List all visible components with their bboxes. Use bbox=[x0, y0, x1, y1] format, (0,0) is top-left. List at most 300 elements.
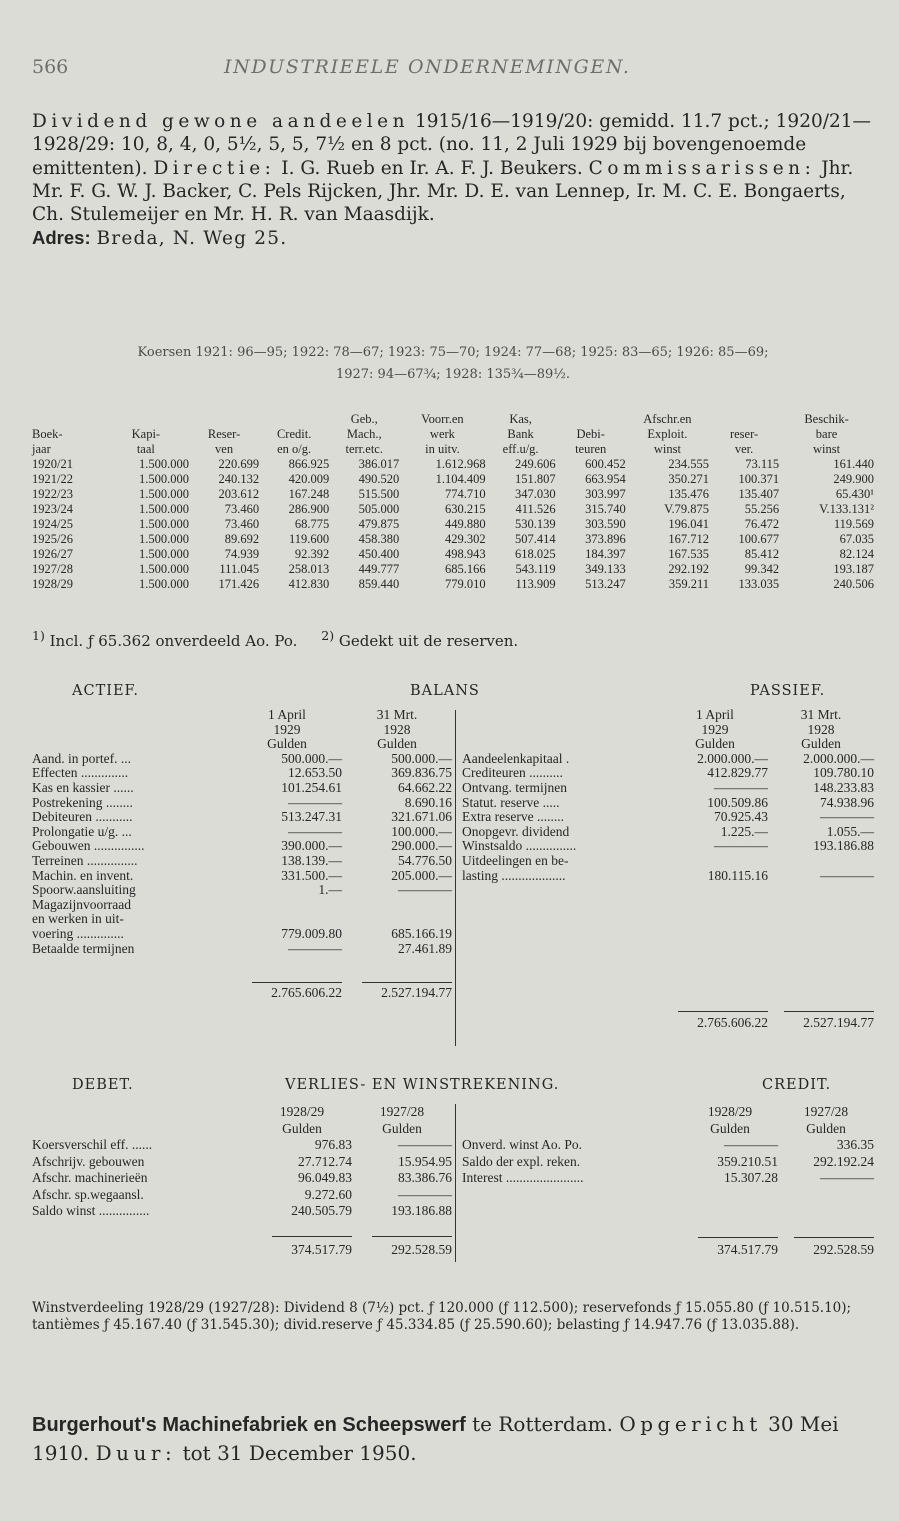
koersen-line-1: Koersen 1921: 96—95; 1922: 78—67; 1923: 75—70; 1924: 77—68; 1925: 83—65; 1926: 85—69; bbox=[137, 345, 769, 360]
vw-debet-header bbox=[32, 1104, 452, 1137]
ledger-item-label: Aandeelenkapitaal . bbox=[462, 750, 570, 766]
ledger-row bbox=[32, 839, 452, 854]
statistics-value-cell: 82.124 bbox=[839, 547, 874, 561]
statistics-value-cell: 234.555 bbox=[668, 457, 710, 471]
ledger-row bbox=[32, 810, 452, 825]
statistics-value-cell: 100.371 bbox=[738, 472, 780, 486]
ledger-row bbox=[32, 869, 452, 884]
ledger-amount bbox=[342, 898, 452, 913]
ledger-amount: ———— bbox=[288, 823, 342, 839]
statistics-value-cell: 600.452 bbox=[585, 457, 626, 471]
statistics-value-cell: 373.896 bbox=[585, 532, 626, 546]
ledger-row bbox=[462, 1154, 874, 1171]
statistics-value-cell: 76.472 bbox=[744, 517, 780, 531]
ledger-item-label: Terreinen ............... bbox=[32, 852, 138, 868]
statistics-value-cell: 505.000 bbox=[358, 502, 400, 516]
column-header-cell: 1927/28 bbox=[379, 1104, 425, 1119]
ledger-amount: 109.780.10 bbox=[813, 765, 874, 781]
statistics-table-header bbox=[32, 412, 874, 457]
ledger-item-label: Gebouwen ............... bbox=[32, 838, 145, 854]
ledger-amount: ———— bbox=[820, 1170, 874, 1185]
statistics-row bbox=[32, 532, 874, 547]
statistics-value-cell: 1.500.000 bbox=[139, 547, 189, 561]
statistics-year-cell: 1925/26 bbox=[32, 532, 73, 546]
adres-text: Breda, N. Weg 25. bbox=[96, 228, 288, 250]
ledger-amount: 180.115.16 bbox=[707, 867, 768, 883]
statistics-header-cell: winst bbox=[653, 442, 681, 456]
statistics-value-cell: 866.925 bbox=[288, 457, 330, 471]
statistics-header-cell: Debi- bbox=[576, 427, 605, 441]
column-header-cell: 1928 bbox=[807, 721, 835, 737]
ledger-row bbox=[462, 1137, 874, 1154]
column-header-cell: 1929 bbox=[273, 721, 301, 737]
company-details-paragraph bbox=[32, 110, 874, 251]
ledger-item-label: Postrekening ........ bbox=[32, 794, 133, 810]
statistics-value-cell: 1.500.000 bbox=[139, 502, 189, 516]
statistics-value-cell: 196.041 bbox=[668, 517, 710, 531]
ledger-amount: ———— bbox=[820, 809, 874, 825]
statistics-header-cell: werk bbox=[429, 427, 455, 441]
blank-cell bbox=[32, 723, 232, 738]
statistics-value-cell: 315.740 bbox=[585, 502, 626, 516]
column-header-cell: 1928/29 bbox=[279, 1104, 325, 1119]
statistics-value-cell: 411.526 bbox=[515, 502, 556, 516]
statistics-value-cell: 167.535 bbox=[668, 547, 710, 561]
ledger-item-label: Afschrijv. gebouwen bbox=[32, 1153, 145, 1169]
ledger-amount: 369.836.75 bbox=[391, 765, 452, 781]
footnote-1-text: Incl. ƒ 65.362 onverdeeld Ao. Po. bbox=[49, 632, 298, 650]
statistics-header-cell: Reser- bbox=[207, 427, 241, 441]
ledger-item-label: Statut. reserve ..... bbox=[462, 794, 560, 810]
ledger-item-label: Uitdeelingen en be- bbox=[462, 852, 569, 868]
statistics-value-cell: 1.500.000 bbox=[139, 457, 189, 471]
statistics-value-cell: 350.271 bbox=[668, 472, 710, 486]
koersen-line-2: 1927: 94—67¾; 1928: 135¾—89½. bbox=[335, 367, 571, 382]
ledger-amount: 976.83 bbox=[314, 1137, 352, 1152]
statistics-value-cell: 449.880 bbox=[444, 517, 486, 531]
blank-cell bbox=[32, 708, 232, 723]
ledger-amount: 12.653.50 bbox=[288, 765, 342, 781]
statistics-header-cell: reser- bbox=[729, 427, 759, 441]
column-header-row bbox=[462, 1121, 874, 1138]
statistics-value-cell: 73.460 bbox=[224, 502, 260, 516]
dividend-text: 1915/16—1919/20: gemidd. 11.7 pct.; 1920/21—1928/29: 10, 8, 4, 0, 5½, 5, 5, 7½ en 8 pct. (no. 11, 2 Juli 1929 bij bovengenoemde emittenten). bbox=[32, 111, 872, 179]
column-header-cell: Gulden bbox=[710, 1120, 750, 1136]
ledger-amount bbox=[662, 854, 768, 869]
column-header-row bbox=[462, 737, 874, 752]
ledger-row bbox=[32, 766, 452, 781]
ledger-item-label: en werken in uit- bbox=[32, 911, 124, 927]
statistics-value-cell: 240.132 bbox=[218, 472, 260, 486]
balans-passief-label: PASSIEF. bbox=[750, 683, 826, 699]
statistics-value-cell: 100.677 bbox=[738, 532, 780, 546]
column-header-cell: Gulden bbox=[382, 1120, 422, 1136]
vw-debet-rows bbox=[32, 1137, 452, 1220]
directie-text: I. G. Rueb en Ir. A. F. J. Beukers. bbox=[281, 157, 583, 179]
ledger-amount: 64.662.22 bbox=[398, 779, 452, 795]
ledger-amount: 138.139.— bbox=[281, 852, 342, 868]
ledger-item-label: lasting ................... bbox=[462, 867, 566, 883]
statistics-value-cell: 412.830 bbox=[288, 577, 330, 591]
commissarissen-text: Jhr. Mr. F. G. W. J. Backer, C. Pels Rijcken, Jhr. Mr. D. E. van Lennep, Ir. M. C. E. Bongaerts, Ch. Stulemeijer en Mr. H. R. van Maasdijk. bbox=[32, 157, 854, 226]
vw-credit-header bbox=[462, 1104, 874, 1137]
dividend-label: Dividend gewone aandeelen bbox=[32, 111, 410, 132]
statistics-value-cell: 530.139 bbox=[515, 517, 556, 531]
statistics-year-cell: 1923/24 bbox=[32, 502, 73, 516]
statistics-value-cell: 458.380 bbox=[358, 532, 400, 546]
statistics-header-cell: Mach., bbox=[346, 427, 382, 441]
statistics-year-cell: 1927/28 bbox=[32, 562, 73, 576]
duur-text: tot 31 December 1950. bbox=[182, 1441, 417, 1465]
ledger-amount: 685.166.19 bbox=[391, 925, 452, 941]
vw-divider bbox=[455, 1104, 456, 1262]
ledger-amount: 83.386.76 bbox=[398, 1170, 452, 1185]
statistics-header-cell bbox=[32, 412, 103, 427]
statistics-value-cell: 1.500.000 bbox=[139, 562, 189, 576]
running-title: INDUSTRIEELE ONDERNEMINGEN. bbox=[224, 56, 631, 78]
column-header-cell: Gulden bbox=[801, 736, 841, 752]
column-header-cell: Gulden bbox=[282, 1120, 322, 1136]
statistics-value-cell: 515.500 bbox=[358, 487, 400, 501]
statistics-value-cell: 74.939 bbox=[224, 547, 260, 561]
balans-actief-header bbox=[32, 708, 452, 752]
ledger-amount: 8.690.16 bbox=[404, 794, 452, 810]
ledger-amount: 292.192.24 bbox=[813, 1153, 874, 1169]
ledger-item-label: Debiteuren ........... bbox=[32, 809, 133, 825]
statistics-year-cell: 1920/21 bbox=[32, 457, 73, 471]
ledger-row bbox=[462, 869, 874, 884]
ledger-row bbox=[32, 1154, 452, 1171]
statistics-header-cell: eff.u/g. bbox=[502, 442, 539, 456]
statistics-value-cell: 65.430¹ bbox=[835, 487, 874, 501]
statistics-value-cell: 292.192 bbox=[668, 562, 710, 576]
column-header-cell: 1927/28 bbox=[803, 1104, 849, 1119]
ledger-amount: 500.000.— bbox=[281, 750, 342, 766]
statistics-header-cell: Beschik- bbox=[804, 412, 849, 426]
statistics-value-cell: 85.412 bbox=[744, 547, 780, 561]
statistics-row bbox=[32, 517, 874, 532]
ledger-item-label: Onopgevr. dividend bbox=[462, 823, 570, 839]
statistics-year-cell: 1922/23 bbox=[32, 487, 73, 501]
vw-credit-label: CREDIT. bbox=[762, 1077, 832, 1093]
statistics-header-row bbox=[32, 412, 874, 427]
statistics-value-cell: 479.875 bbox=[358, 517, 400, 531]
statistics-value-cell: 303.590 bbox=[585, 517, 626, 531]
statistics-value-cell: 779.010 bbox=[444, 577, 486, 591]
column-header-cell: 31 Mrt. bbox=[800, 707, 842, 722]
statistics-value-cell: 386.017 bbox=[358, 457, 400, 471]
statistics-value-cell: 68.775 bbox=[294, 517, 330, 531]
statistics-value-cell: 1.104.409 bbox=[435, 472, 486, 486]
ledger-item-label: Effecten .............. bbox=[32, 765, 129, 781]
ledger-row bbox=[462, 839, 874, 854]
company-name: Burgerhout's Machinefabriek en Scheepswerf bbox=[32, 1414, 466, 1436]
statistics-value-cell: 630.215 bbox=[444, 502, 486, 516]
ledger-amount: 412.829.77 bbox=[707, 765, 768, 781]
statistics-value-cell: 507.414 bbox=[515, 532, 556, 546]
ledger-row bbox=[32, 796, 452, 811]
statistics-header-cell: Geb., bbox=[350, 412, 378, 426]
statistics-row bbox=[32, 457, 874, 472]
ledger-row bbox=[32, 1187, 452, 1204]
statistics-value-cell: 113.909 bbox=[515, 577, 556, 591]
ledger-item-label: Magazijnvoorraad bbox=[32, 896, 131, 912]
column-header-cell: 31 Mrt. bbox=[376, 707, 418, 722]
ledger-item-label: Afschr. machinerieën bbox=[32, 1170, 148, 1185]
statistics-header-cell: Kapi- bbox=[131, 427, 161, 441]
ledger-amount: ———— bbox=[820, 867, 874, 883]
statistics-header-cell bbox=[259, 412, 329, 427]
statistics-value-cell: 303.997 bbox=[585, 487, 626, 501]
ledger-row bbox=[32, 1170, 452, 1187]
blank-cell bbox=[462, 1104, 682, 1121]
ledger-row bbox=[462, 752, 874, 767]
blank-cell bbox=[462, 723, 662, 738]
statistics-value-cell: 359.211 bbox=[668, 577, 710, 591]
ledger-row bbox=[32, 942, 452, 957]
statistics-value-cell: 258.013 bbox=[288, 562, 330, 576]
statistics-header-cell: jaar bbox=[32, 442, 51, 456]
ledger-amount bbox=[232, 912, 342, 927]
statistics-value-cell: 498.943 bbox=[444, 547, 486, 561]
ledger-amount: 193.186.88 bbox=[391, 1203, 452, 1218]
ledger-item-label: voering .............. bbox=[32, 925, 124, 941]
statistics-header-cell: Exploit. bbox=[647, 427, 688, 441]
directie-label: Directie: bbox=[153, 157, 276, 179]
ledger-amount: 500.000.— bbox=[391, 750, 452, 766]
balans-passief-rows bbox=[462, 752, 874, 883]
statistics-value-cell: 685.166 bbox=[444, 562, 486, 576]
ledger-amount: 100.509.86 bbox=[707, 794, 768, 810]
vw-debet-table bbox=[32, 1104, 452, 1258]
ledger-row bbox=[32, 1137, 452, 1154]
ledger-row bbox=[462, 781, 874, 796]
statistics-value-cell: 347.030 bbox=[515, 487, 556, 501]
column-header-cell: 1928/29 bbox=[707, 1104, 753, 1119]
ledger-item-label: Kas en kassier ...... bbox=[32, 779, 134, 795]
statistics-header-cell: Voorr.en bbox=[421, 412, 464, 426]
column-header-cell: Gulden bbox=[695, 736, 735, 752]
ledger-amount: 9.272.60 bbox=[304, 1186, 352, 1202]
ledger-amount: 290.000.— bbox=[391, 838, 452, 854]
column-header-row bbox=[462, 1104, 874, 1121]
balans-actief-label: ACTIEF. bbox=[72, 683, 139, 699]
statistics-value-cell: 67.035 bbox=[839, 532, 874, 546]
statistics-value-cell: 111.045 bbox=[219, 562, 260, 576]
ledger-amount: 1.— bbox=[318, 882, 342, 898]
ledger-amount: 513.247.31 bbox=[281, 809, 342, 825]
ledger-amount: 54.776.50 bbox=[398, 852, 452, 868]
statistics-header-cell: teuren bbox=[575, 442, 607, 456]
vw-credit-total-1927-28: 292.528.59 bbox=[813, 1242, 874, 1257]
statistics-value-cell: 220.699 bbox=[218, 457, 260, 471]
statistics-header-row bbox=[32, 427, 874, 442]
opgericht-date: 30 Mei 1910. bbox=[32, 1412, 839, 1465]
statistics-table-body bbox=[32, 457, 874, 592]
statistics-value-cell: 135.476 bbox=[668, 487, 710, 501]
statistics-value-cell: 171.426 bbox=[218, 577, 260, 591]
next-company-entry bbox=[32, 1410, 874, 1467]
statistics-value-cell: 161.440 bbox=[833, 457, 874, 471]
column-header-cell: 1 April bbox=[696, 707, 734, 722]
balans-divider bbox=[455, 710, 456, 1046]
blank-cell bbox=[462, 708, 662, 723]
statistics-row bbox=[32, 562, 874, 577]
column-header-cell: Gulden bbox=[377, 736, 417, 752]
blank-cell bbox=[462, 1121, 682, 1138]
statistics-value-cell: 429.302 bbox=[444, 532, 486, 546]
statistics-value-cell: 193.187 bbox=[833, 562, 874, 576]
koersen-block bbox=[32, 342, 874, 386]
balans-passief-header bbox=[462, 708, 874, 752]
vw-debet-total-1927-28: 292.528.59 bbox=[391, 1241, 452, 1257]
statistics-header-cell bbox=[556, 412, 626, 427]
statistics-header-cell bbox=[709, 412, 779, 427]
ledger-amount: 321.671.06 bbox=[391, 809, 452, 825]
statistics-header-cell: Bank bbox=[507, 427, 534, 441]
column-header-cell: Gulden bbox=[806, 1120, 846, 1136]
statistics-value-cell: 449.777 bbox=[358, 562, 400, 576]
statistics-value-cell: 1.500.000 bbox=[139, 487, 189, 501]
column-header-row bbox=[32, 737, 452, 752]
column-header-cell: 1929 bbox=[701, 721, 729, 737]
ledger-item-label: Interest ....................... bbox=[462, 1170, 584, 1185]
statistics-value-cell: 1.500.000 bbox=[139, 472, 189, 486]
statistics-table bbox=[32, 412, 874, 592]
statistics-value-cell: V.79.875 bbox=[664, 502, 710, 516]
statistics-value-cell: 167.712 bbox=[668, 532, 710, 546]
ledger-row bbox=[462, 825, 874, 840]
ledger-item-label: Onverd. winst Ao. Po. bbox=[462, 1137, 583, 1152]
vw-credit-total bbox=[462, 1222, 874, 1259]
statistics-value-cell: 774.710 bbox=[444, 487, 486, 501]
statistics-value-cell: 249.606 bbox=[515, 457, 556, 471]
ledger-amount: 70.925.43 bbox=[714, 809, 768, 825]
statistics-value-cell: 420.009 bbox=[288, 472, 330, 486]
statistics-value-cell: 135.407 bbox=[738, 487, 780, 501]
statistics-value-cell: 99.342 bbox=[744, 562, 780, 576]
statistics-value-cell: 663.954 bbox=[585, 472, 626, 486]
statistics-year-cell: 1921/22 bbox=[32, 472, 73, 486]
statistics-value-cell: 151.807 bbox=[515, 472, 556, 486]
ledger-amount: 779.009.80 bbox=[281, 925, 342, 941]
column-header-row bbox=[32, 708, 452, 723]
blank-cell bbox=[462, 737, 662, 752]
ledger-item-label: Spoorw.aansluiting bbox=[32, 882, 136, 898]
ledger-amount: ———— bbox=[714, 779, 768, 795]
ledger-row bbox=[32, 752, 452, 767]
column-header-row bbox=[32, 1104, 452, 1121]
ledger-row bbox=[32, 912, 452, 927]
statistics-value-cell: 249.900 bbox=[833, 472, 874, 486]
adres-label: Adres: bbox=[32, 227, 91, 249]
statistics-value-cell: 203.612 bbox=[218, 487, 260, 501]
ledger-row bbox=[462, 796, 874, 811]
column-header-cell: 1 April bbox=[268, 707, 306, 722]
ledger-amount: ———— bbox=[398, 1137, 452, 1152]
statistics-header-cell bbox=[103, 412, 189, 427]
ledger-amount: 27.712.74 bbox=[298, 1153, 352, 1169]
statistics-header-cell: Kas, bbox=[509, 412, 532, 426]
statistics-value-cell: 167.248 bbox=[288, 487, 330, 501]
statistics-value-cell: 1.500.000 bbox=[139, 517, 189, 531]
vw-title: VERLIES- EN WINSTREKENING. bbox=[285, 1077, 560, 1093]
statistics-row bbox=[32, 487, 874, 502]
ledger-row bbox=[462, 810, 874, 825]
statistics-header-row bbox=[32, 442, 874, 457]
statistics-header-cell: Boek- bbox=[32, 427, 63, 441]
ledger-item-label: Saldo der expl. reken. bbox=[462, 1153, 581, 1169]
balans-actief-table bbox=[32, 708, 452, 1001]
column-header-cell: Gulden bbox=[267, 736, 307, 752]
statistics-value-cell: 1.500.000 bbox=[139, 577, 189, 591]
footnote-2-mark: 2) bbox=[321, 628, 335, 643]
statistics-value-cell: 133.035 bbox=[738, 577, 780, 591]
ledger-row bbox=[32, 854, 452, 869]
ledger-row bbox=[32, 825, 452, 840]
page-header bbox=[32, 56, 872, 84]
vw-debet-total bbox=[32, 1220, 452, 1259]
column-header-row bbox=[462, 708, 874, 723]
commissarissen-label: Commissarissen: bbox=[588, 157, 816, 179]
balans-passief-total-1928: 2.527.194.77 bbox=[803, 1015, 874, 1030]
ledger-item-label: Saldo winst ............... bbox=[32, 1203, 150, 1218]
ledger-amount bbox=[768, 854, 874, 869]
vw-credit-rows bbox=[462, 1137, 874, 1187]
ledger-amount: ———— bbox=[288, 940, 342, 956]
statistics-value-cell: 286.900 bbox=[288, 502, 330, 516]
vw-debet-total-1928-29: 374.517.79 bbox=[291, 1241, 352, 1257]
balans-title: BALANS bbox=[410, 683, 480, 699]
statistics-year-cell: 1928/29 bbox=[32, 577, 73, 591]
balans-passief-total bbox=[462, 1000, 874, 1031]
ledger-amount: 74.938.96 bbox=[820, 794, 874, 810]
vw-credit-total-1928-29: 374.517.79 bbox=[717, 1242, 778, 1257]
ledger-amount: ———— bbox=[724, 1137, 778, 1152]
balans-actief-total bbox=[32, 956, 452, 1001]
statistics-row bbox=[32, 472, 874, 487]
ledger-item-label: Crediteuren .......... bbox=[462, 765, 563, 781]
balans-actief-rows bbox=[32, 752, 452, 956]
ledger-row bbox=[32, 927, 452, 942]
footnote-1-mark: 1) bbox=[32, 628, 45, 643]
ledger-amount: 100.000.— bbox=[391, 823, 452, 839]
statistics-header-cell: in uitv. bbox=[425, 442, 460, 456]
statistics-header-cell: en o/g. bbox=[277, 442, 312, 456]
statistics-value-cell: 1.500.000 bbox=[139, 532, 189, 546]
statistics-value-cell: 543.119 bbox=[515, 562, 556, 576]
statistics-value-cell: 859.440 bbox=[358, 577, 400, 591]
page-number: 566 bbox=[32, 56, 69, 78]
ledger-item-label: Ontvang. termijnen bbox=[462, 779, 567, 795]
ledger-amount: ———— bbox=[714, 838, 768, 854]
ledger-amount: 96.049.83 bbox=[298, 1170, 352, 1185]
balans-passief-total-1929: 2.765.606.22 bbox=[697, 1015, 768, 1030]
balans-actief-total-1929: 2.765.606.22 bbox=[271, 985, 342, 1001]
ledger-amount: ———— bbox=[288, 794, 342, 810]
ledger-amount: 2.000.000.— bbox=[803, 750, 874, 766]
duur-label: Duur: bbox=[95, 1441, 177, 1465]
ledger-amount: 2.000.000.— bbox=[697, 750, 768, 766]
ledger-amount: 336.35 bbox=[836, 1137, 874, 1152]
ledger-row bbox=[462, 854, 874, 869]
statistics-header-cell: ver. bbox=[734, 442, 754, 456]
column-header-row bbox=[462, 723, 874, 738]
opgericht-label: Opgericht bbox=[619, 1412, 762, 1436]
statistics-year-cell: 1926/27 bbox=[32, 547, 73, 561]
ledger-row bbox=[462, 1170, 874, 1187]
ledger-row bbox=[32, 1203, 452, 1220]
